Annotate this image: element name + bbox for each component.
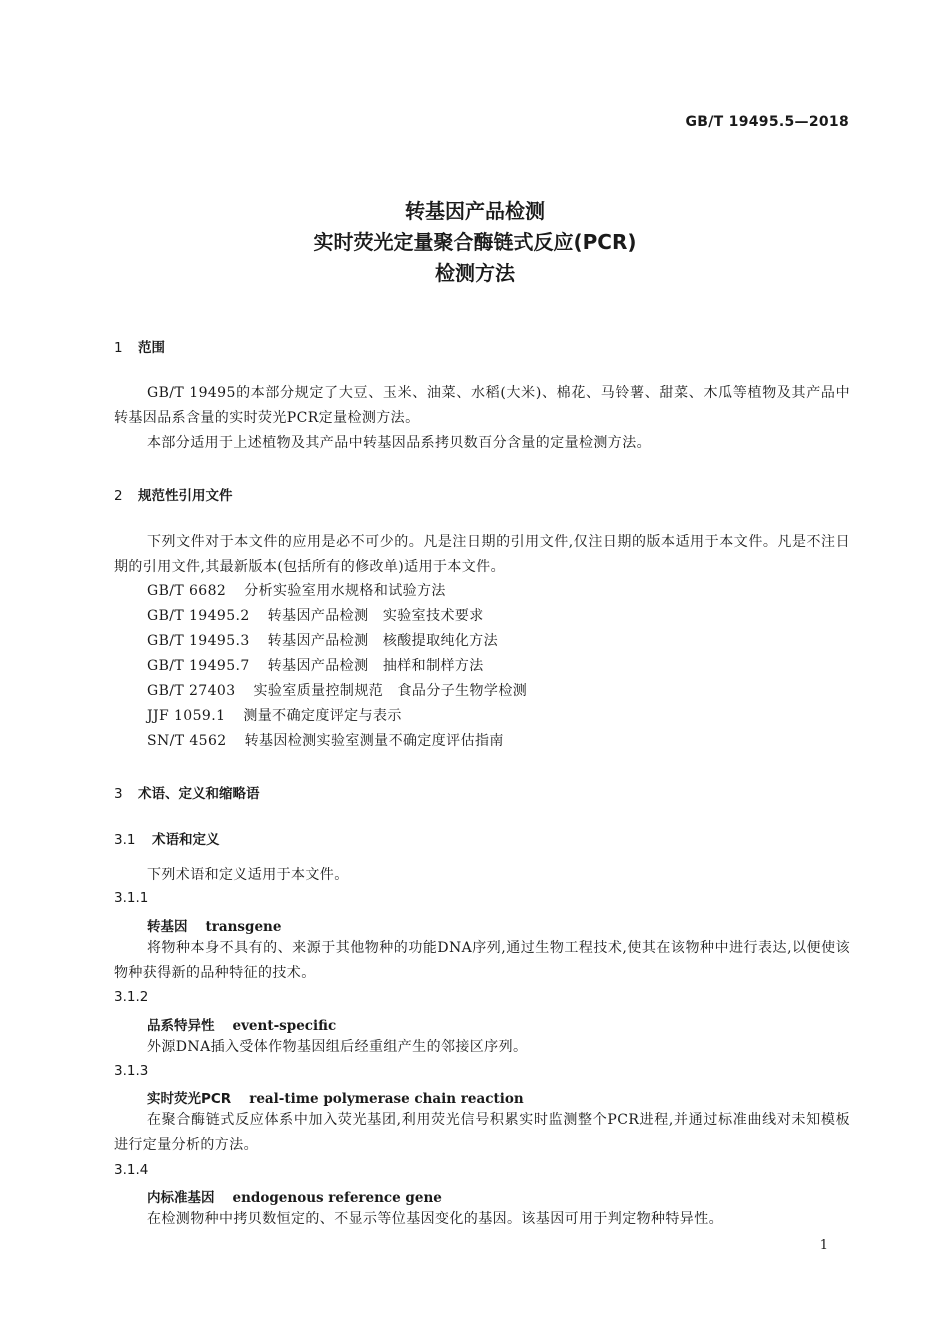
subsection-number: 3.1 (114, 832, 136, 848)
section-2-paragraph-1: 下列文件对于本文件的应用是必不可少的。凡是注日期的引用文件,仅注日期的版本适用于本文件。凡是不注日期的引用文件,其最新版本(包括所有的修改单)适用于本文件。 (114, 534, 850, 575)
subsection-title: 术语和定义 (152, 832, 220, 848)
term-number: 3.1.2 (114, 989, 149, 1005)
title-line-3: 检测方法 (435, 261, 515, 285)
term-number: 3.1.3 (114, 1063, 149, 1079)
standard-number: GB/T 19495.5—2018 (685, 114, 849, 130)
reference-item: SN/T 4562 转基因检测实验室测量不确定度评估指南 (147, 733, 504, 749)
section-3-heading (114, 782, 260, 802)
section-number: 1 (114, 340, 123, 356)
title-line-2: 实时荧光定量聚合酶链式反应(PCR) (313, 230, 637, 254)
term-definition: 在聚合酶链式反应体系中加入荧光基团,利用荧光信号积累实时监测整个PCR进程,并通过标准曲线对未知模板进行定量分析的方法。 (114, 1112, 850, 1153)
section-1-paragraph-1: GB/T 19495的本部分规定了大豆、玉米、油菜、水稻(大米)、棉花、马铃薯、甜菜、木瓜等植物及其产品中转基因品系含量的实时荧光PCR定量检测方法。 (114, 385, 850, 426)
term-definition: 将物种本身不具有的、来源于其他物种的功能DNA序列,通过生物工程技术,使其在该物种中进行表达,以便使该物种获得新的品种特征的技术。 (114, 940, 850, 981)
term-definition: 外源DNA插入受体作物基因组后经重组产生的邻接区序列。 (147, 1039, 528, 1055)
section-number: 3 (114, 786, 123, 802)
reference-item: JJF 1059.1 测量不确定度评定与表示 (147, 708, 402, 724)
document-title (0, 196, 950, 289)
term-heading: 品系特异性 event-specific (147, 1018, 337, 1034)
reference-item: GB/T 19495.2 转基因产品检测 实验室技术要求 (147, 608, 484, 624)
section-title: 范围 (138, 340, 165, 356)
subsection-3-1-heading (114, 828, 220, 848)
title-line-1: 转基因产品检测 (405, 199, 545, 223)
term-definition: 在检测物种中拷贝数恒定的、不显示等位基因变化的基因。该基因可用于判定物种特异性。 (147, 1211, 723, 1227)
reference-item: GB/T 19495.3 转基因产品检测 核酸提取纯化方法 (147, 633, 499, 649)
page-number: 1 (819, 1238, 828, 1253)
subsection-3-1-intro: 下列术语和定义适用于本文件。 (147, 867, 349, 883)
section-1-paragraph-2: 本部分适用于上述植物及其产品中转基因品系拷贝数百分含量的定量检测方法。 (147, 435, 651, 451)
section-title: 术语、定义和缩略语 (138, 786, 260, 802)
section-2-heading (114, 484, 233, 504)
term-heading: 转基因 transgene (147, 919, 282, 935)
section-1-heading (114, 336, 165, 356)
term-number: 3.1.4 (114, 1162, 149, 1178)
reference-item: GB/T 6682 分析实验室用水规格和试验方法 (147, 583, 446, 599)
term-heading: 实时荧光PCR real-time polymerase chain reaction (147, 1091, 524, 1107)
term-heading: 内标准基因 endogenous reference gene (147, 1190, 442, 1206)
term-number: 3.1.1 (114, 890, 149, 906)
section-number: 2 (114, 488, 123, 504)
reference-item: GB/T 19495.7 转基因产品检测 抽样和制样方法 (147, 658, 484, 674)
reference-item: GB/T 27403 实验室质量控制规范 食品分子生物学检测 (147, 683, 528, 699)
section-title: 规范性引用文件 (138, 488, 233, 504)
